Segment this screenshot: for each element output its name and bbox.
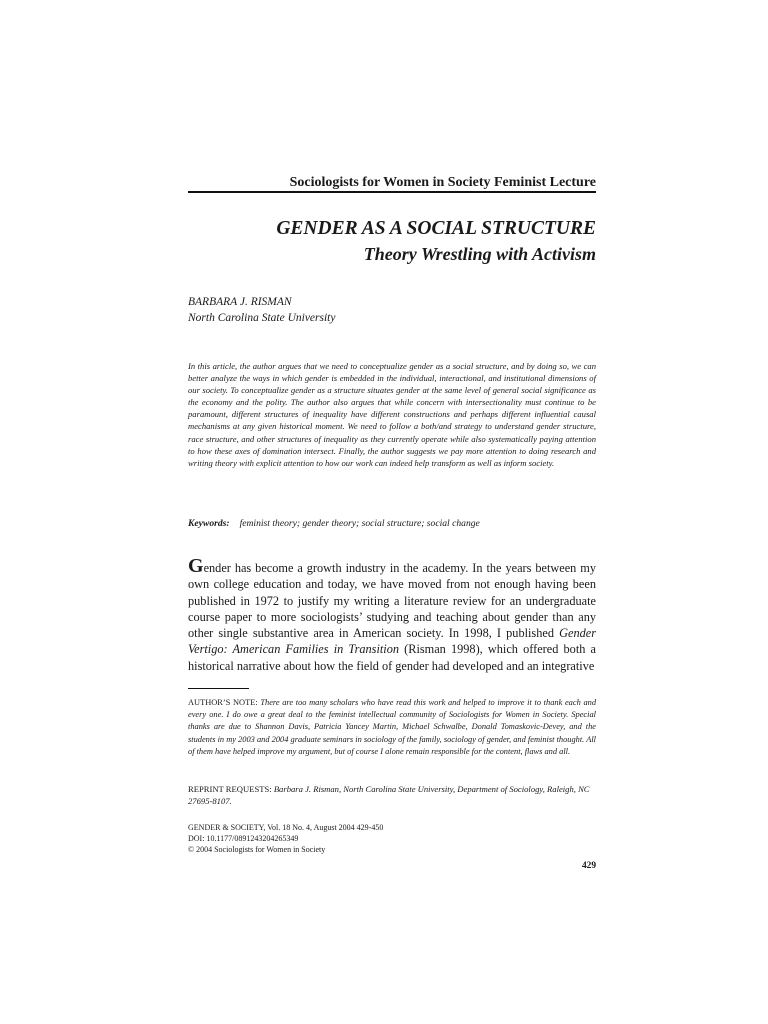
doi: DOI: 10.1177/0891243204265349 — [188, 834, 299, 844]
footnote-rule — [188, 688, 249, 689]
keywords — [188, 518, 480, 529]
body-text-part1: ender has become a growth industry in the academy. In the years between my own college education and today, we have moved from not enough having been published in 1972 to justify my writing a literature review for an undergraduate course paper to more sociologists’ studying and teaching about gender than any other single substantive area in American society. In 1998, I published — [188, 561, 596, 641]
article-subtitle: Theory Wrestling with Activism — [363, 244, 596, 264]
author-name: BARBARA J. RISMAN — [188, 296, 292, 308]
author-affiliation: North Carolina State University — [188, 312, 336, 324]
keywords-label: Keywords: — [188, 518, 230, 529]
drop-cap: G — [188, 555, 204, 577]
reprint-label: REPRINT REQUESTS: — [188, 784, 272, 794]
page-number: 429 — [581, 861, 596, 871]
header-rule — [188, 191, 596, 193]
reprint-requests — [188, 783, 596, 807]
body-text-part2: (Risman 1998), which offered both a historical narrative about how the field of gender had developed and an integrative — [188, 642, 597, 673]
authors-note — [188, 697, 596, 758]
authors-note-label: AUTHOR’S NOTE: — [188, 698, 258, 707]
authors-note-text: There are too many scholars who have read this work and helped to improve it to thank each and every one. I do owe a great deal to the feminist intellectual community of Sociologists for Women in Society. Special thanks are due to Shannon Davis, Patricia Yancey Martin, Michael Schwalbe, Donald Tomaskovic-Devey, and the students in my 2003 and 2004 graduate seminars in sociology of the family, sociology of gender, and feminist thought. All of them have helped improve my argument, but of course I alone remain responsible for the content, flaws and all. — [188, 698, 597, 756]
abstract: In this article, the author argues that we need to conceptualize gender as a social structure, and by doing so, we can better analyze the ways in which gender is embedded in the individual, interactional, and institutional dimensions of our society. To conceptualize gender as a structure situates gender at the same level of general social significance as the economy and the polity. The author also argues that while concern with intersectionality must continue to be paramount, different structures of inequality have different constructions and perhaps different influential causal mechanisms at any given historical moment. We need to follow a both/and strategy to understand gender structure, race structure, and other structures of inequality as they currently operate while also systematically paying attention to how these axes of domination intersect. Finally, the author suggests we pay more attention to doing research and writing theory with explicit attention to how our work can indeed help transform as well as inform society. — [188, 361, 596, 468]
article-title: GENDER AS A SOCIAL STRUCTURE — [276, 218, 596, 239]
publication-info — [188, 822, 383, 856]
journal-citation: GENDER & SOCIETY, Vol. 18 No. 4, August 2004 429-450 — [188, 823, 384, 832]
journal-page — [188, 0, 596, 1024]
book-title: Gender Vertigo: American Families in Transition — [188, 626, 596, 657]
section-header: Sociologists for Women in Society Feminist Lecture — [289, 175, 596, 190]
reprint-text: Barbara J. Risman, North Carolina State University, Department of Sociology, Raleigh, NC 27695-8107. — [188, 784, 590, 807]
body-paragraph — [188, 555, 597, 674]
keywords-list: feminist theory; gender theory; social structure; social change — [239, 518, 480, 529]
copyright: © 2004 Sociologists for Women in Society — [188, 845, 326, 855]
